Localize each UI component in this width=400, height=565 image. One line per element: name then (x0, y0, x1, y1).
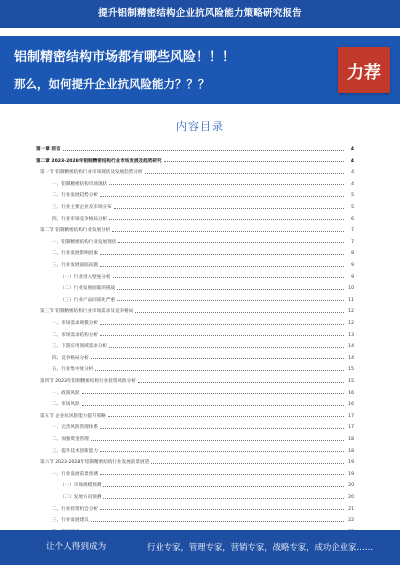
toc-entry-label: （二）行业发展面临的挑战 (60, 286, 116, 292)
toc-leader-dots (100, 473, 344, 475)
toc-entry[interactable] (36, 397, 354, 407)
toc-entry-page: 20 (348, 495, 354, 500)
toc-entry-page: 17 (348, 413, 354, 419)
toc-leader-dots (103, 485, 344, 487)
toc-entry[interactable] (36, 513, 354, 523)
toc-entry-label: 二、市场风险 (52, 402, 80, 408)
toc-entry[interactable] (36, 374, 354, 384)
toc-entry[interactable] (36, 177, 354, 187)
toc-entry[interactable] (36, 362, 354, 372)
toc-entry-label: 三、行业发展建议 (52, 518, 89, 524)
toc-entry[interactable] (36, 351, 354, 361)
toc-entry-page: 11 (348, 297, 354, 303)
toc-entry[interactable] (36, 409, 354, 419)
toc-leader-dots (109, 218, 344, 220)
toc-entry[interactable] (36, 432, 354, 442)
toc-entry-label: 四、竞争格局分析 (52, 355, 89, 361)
toc-entry[interactable] (36, 246, 354, 256)
toc-entry-label: （二）发展方向预测 (60, 495, 102, 500)
toc-entry-label: （三）行业产品同质化严重 (60, 297, 116, 303)
toc-entry-page: 10 (348, 286, 354, 292)
toc-entry[interactable] (36, 200, 354, 210)
toc-entry-label: 二、行业发展趋势分析 (52, 193, 98, 199)
toc-entry[interactable] (36, 270, 354, 280)
toc-entry-label: 第五节 企业抗风险能力提升策略 (40, 413, 106, 419)
toc-leader-dots (113, 276, 344, 278)
toc-entry[interactable] (36, 142, 354, 152)
toc-entry-page: 9 (351, 274, 354, 280)
toc-entry-page: 9 (351, 263, 354, 268)
toc-entry-label: 四、行业市场竞争格局分析 (52, 216, 108, 222)
footer-left-text: 让个人得到成为 (46, 542, 107, 552)
toc-entry-page: 15 (348, 367, 354, 373)
toc-leader-dots (100, 195, 344, 197)
recommend-stamp (338, 47, 390, 93)
toc-entry-page: 4 (350, 147, 354, 152)
toc-entry[interactable] (36, 420, 354, 430)
toc-title: 内容目录 (176, 120, 224, 133)
toc-leader-dots (103, 497, 344, 499)
toc-entry-page: 17 (348, 425, 354, 431)
toc-entry-page: 5 (351, 193, 354, 199)
toc-entry-page: 4 (351, 181, 354, 187)
toc-leader-dots (100, 508, 344, 510)
toc-leader-dots (151, 462, 344, 464)
toc-leader-dots (117, 288, 344, 290)
table-of-contents (36, 142, 354, 537)
toc-leader-dots (100, 323, 344, 325)
toc-leader-dots (91, 520, 344, 522)
toc-entry[interactable] (36, 455, 354, 465)
toc-entry[interactable] (36, 154, 354, 164)
toc-leader-dots (100, 334, 344, 336)
toc-leader-dots (100, 450, 344, 452)
toc-entry-label: 一、行业发展前景预测 (52, 471, 98, 477)
toc-leader-dots (109, 183, 344, 185)
toc-entry[interactable] (36, 490, 354, 500)
toc-leader-dots (91, 357, 344, 359)
toc-leader-dots (100, 265, 344, 267)
toc-leader-dots (117, 299, 344, 301)
toc-entry-page: 14 (348, 344, 354, 350)
stamp-text: 力荐 (347, 62, 381, 83)
toc-entry[interactable] (36, 386, 354, 396)
report-title: 提升铝制精密结构企业抗风险能力策略研究报告 (98, 8, 302, 19)
toc-entry[interactable] (36, 165, 354, 175)
toc-entry-page: 20 (348, 483, 354, 489)
toc-leader-dots (100, 427, 344, 429)
toc-entry-page: 5 (351, 205, 354, 210)
toc-entry-label: 第二节 铝制精密结构行业发展分析 (40, 228, 111, 234)
toc-entry-label: 二、市场需求结构分析 (52, 332, 98, 338)
toc-entry-label: 一、政策风险 (52, 390, 80, 396)
toc-entry-page: 12 (348, 321, 354, 326)
toc-entry-page: 4 (350, 158, 354, 164)
toc-entry-page: 13 (348, 332, 354, 338)
toc-entry-page: 15 (348, 379, 354, 384)
toc-entry-label: （一）行业进入壁垒分析 (60, 274, 111, 280)
toc-entry-page: 22 (348, 518, 354, 524)
toc-entry-label: 第一章 前言 (36, 147, 61, 152)
toc-entry-label: （一）市场规模预测 (60, 483, 102, 489)
toc-entry[interactable] (36, 293, 354, 303)
toc-entry[interactable] (36, 223, 354, 233)
toc-entry-label: 三、提升技术创新能力 (52, 448, 98, 454)
toc-leader-dots (135, 311, 344, 313)
toc-leader-dots (108, 415, 344, 417)
toc-leader-dots (138, 381, 344, 383)
toc-entry-label: 一、完善风险管理体系 (52, 425, 98, 431)
toc-entry-label: 三、下游应用领域需求分析 (52, 344, 108, 350)
toc-leader-dots (95, 369, 344, 371)
toc-leader-dots (114, 207, 344, 209)
toc-entry-label: 第三节 铝制精密结构行业市场需求及竞争格局 (40, 309, 134, 315)
toc-entry-page: 7 (351, 239, 354, 245)
toc-entry-label: 第六节 2023-2028年铝制精密结构行业发展前景展望 (40, 460, 150, 466)
toc-entry-label: 一、市场需求规模分析 (52, 321, 98, 326)
toc-leader-dots (145, 172, 344, 174)
toc-entry-page: 12 (348, 309, 354, 315)
toc-entry-page: 16 (348, 402, 354, 408)
toc-entry[interactable] (36, 339, 354, 349)
footer-bar (0, 530, 400, 565)
toc-leader-dots (164, 160, 344, 162)
toc-entry-label: 三、行业主要企业及市场分布 (52, 205, 112, 210)
toc-leader-dots (112, 230, 344, 232)
toc-entry[interactable] (36, 188, 354, 198)
toc-entry[interactable] (36, 328, 354, 338)
toc-entry-label: 一、铝制精密结构行业发展现状 (52, 239, 117, 245)
toc-entry-page: 14 (348, 355, 354, 361)
footer-right-text: 行业专家，管理专家，营销专家，战略专家，成功企业家…… (147, 542, 374, 552)
banner-subheadline: 那么，如何提升企业抗风险能力？？？ (14, 77, 210, 91)
toc-entry-page: 6 (351, 216, 354, 222)
toc-entry-page: 21 (348, 506, 354, 512)
toc-entry-label: 第四节 2023年铝制精密结构行业投资风险分析 (40, 379, 136, 384)
banner-headline: 铝制精密结构市场都有哪些风险！！！ (14, 50, 236, 65)
toc-entry-page: 18 (348, 437, 354, 442)
toc-entry[interactable] (36, 316, 354, 326)
toc-entry-label: 二、行业投资机会分析 (52, 506, 98, 512)
toc-leader-dots (82, 404, 344, 406)
toc-entry-page: 8 (351, 251, 354, 257)
toc-entry-label: 二、行业发展影响因素 (52, 251, 98, 257)
toc-entry[interactable] (36, 304, 354, 314)
toc-entry-label: 五、行业集中度分析 (52, 367, 94, 373)
toc-entry-page: 19 (348, 460, 354, 466)
toc-entry[interactable] (36, 258, 354, 268)
toc-leader-dots (100, 253, 344, 255)
toc-entry[interactable] (36, 444, 354, 454)
toc-entry[interactable] (36, 212, 354, 222)
toc-leader-dots (118, 241, 344, 243)
toc-leader-dots (63, 149, 344, 151)
toc-entry-page: 16 (348, 390, 354, 396)
toc-entry-page: 18 (348, 448, 354, 454)
toc-entry[interactable] (36, 281, 354, 291)
toc-leader-dots (109, 346, 344, 348)
toc-entry-label: 二、加强资金管理 (52, 437, 89, 442)
toc-entry-label: 第二章 2023-2028年铝制精密结构行业市场发展及趋势研究 (36, 158, 162, 164)
header-bar (0, 0, 400, 28)
toc-leader-dots (91, 439, 344, 441)
toc-entry-label: 三、行业发展面临问题 (52, 263, 98, 268)
toc-entry-page: 19 (348, 471, 354, 477)
toc-entry[interactable] (36, 235, 354, 245)
toc-entry[interactable] (36, 478, 354, 488)
toc-entry-label: 第一节 铝制精密结构行业市场现状及发展趋势分析 (40, 170, 143, 176)
toc-entry-page: 4 (351, 170, 354, 176)
toc-entry-page: 7 (351, 228, 354, 234)
toc-leader-dots (82, 392, 344, 394)
toc-entry[interactable] (36, 502, 354, 512)
toc-entry-label: 一、铝制精密结构市场现状 (52, 181, 108, 187)
toc-entry[interactable] (36, 467, 354, 477)
